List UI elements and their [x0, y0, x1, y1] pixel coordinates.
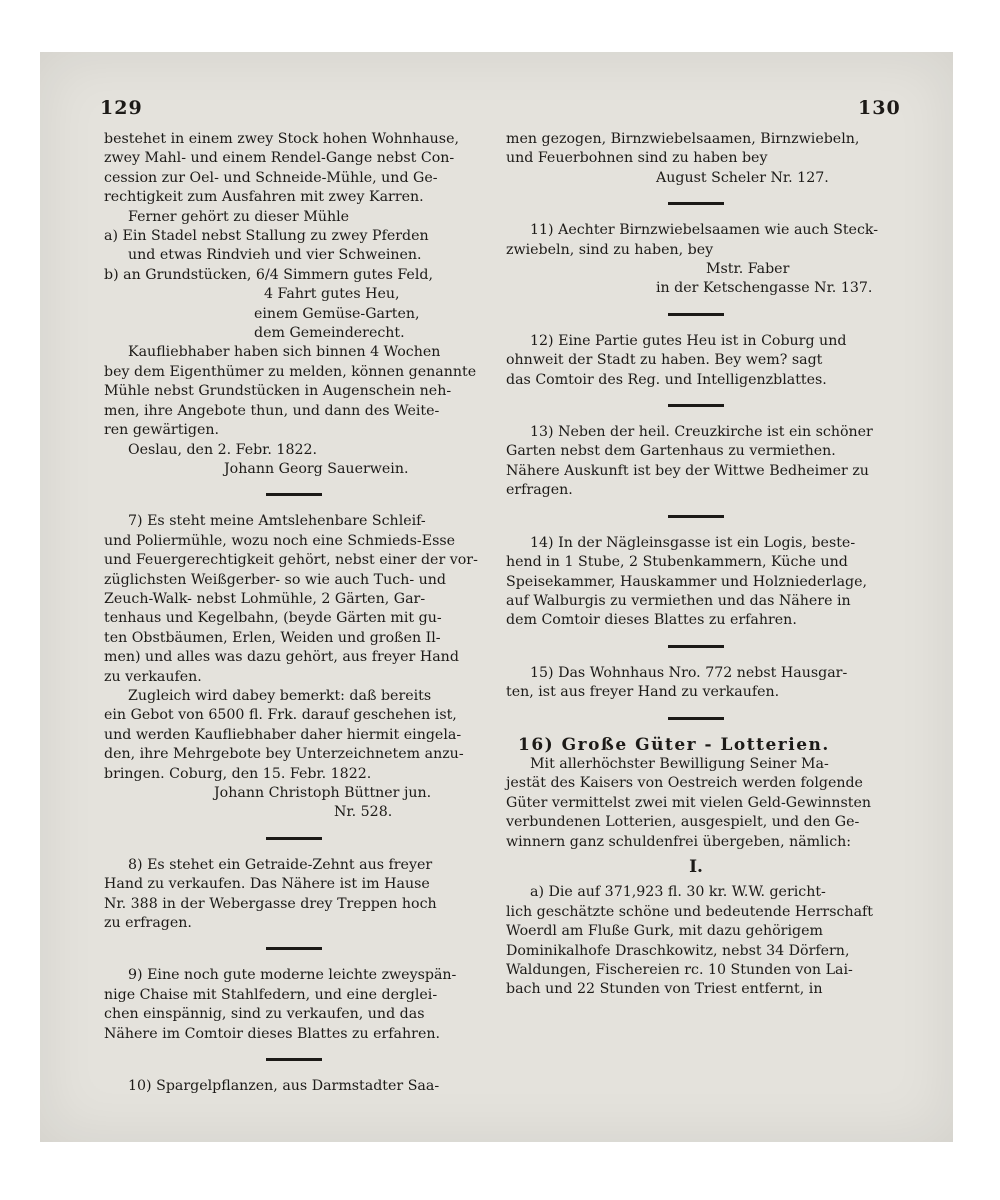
left-text-line: 7) Es steht meine Amtslehenbare Schleif-	[128, 513, 426, 530]
page-number-left: 129	[100, 97, 143, 119]
right-separator	[668, 717, 724, 720]
left-text-line: tenhaus und Kegelbahn, (beyde Gärten mit gu-	[104, 610, 442, 627]
right-text-line: Speisekammer, Hauskammer und Holzniederlage,	[506, 573, 868, 590]
left-text-line: den, ihre Mehrgebote bey Unterzeichnetem anzu-	[104, 746, 464, 763]
right-separator	[668, 515, 724, 518]
left-text-line: einem Gemüse-Garten,	[254, 305, 420, 322]
right-text-line: erfragen.	[506, 482, 573, 499]
left-separator	[266, 947, 322, 950]
left-column	[104, 130, 484, 1096]
right-text-line: Woerdl am Fluße Gurk, mit dazu gehörigem	[506, 923, 823, 940]
right-text-line: und Feuerbohnen sind zu haben bey	[506, 150, 768, 167]
right-text-line: in der Ketschengasse Nr. 137.	[656, 280, 873, 297]
left-text-line: men) und alles was dazu gehört, aus freyer Hand	[104, 649, 459, 666]
right-text-line: 14) In der Nägleinsgasse ist ein Logis, beste-	[530, 534, 856, 551]
left-text-line: züglichsten Weißgerber- so wie auch Tuch- und	[104, 571, 446, 588]
right-text-line: men gezogen, Birnzwiebelsaamen, Birnzwiebeln,	[506, 131, 860, 147]
left-text-line: chen einspännig, sind zu verkaufen, und das	[104, 1006, 425, 1023]
page-number-right: 130	[858, 97, 901, 119]
left-text-line: ren gewärtigen.	[104, 422, 220, 439]
left-text-line: a) Ein Stadel nebst Stallung zu zwey Pferden	[104, 228, 429, 245]
right-text-line: 13) Neben der heil. Creuzkirche ist ein schöner	[530, 424, 873, 441]
right-column	[506, 130, 886, 1000]
left-text-line: Kaufliebhaber haben sich binnen 4 Wochen	[128, 344, 441, 361]
left-text-line: Nr. 528.	[334, 804, 393, 821]
right-text-line: dem Comtoir dieses Blattes zu erfahren.	[506, 612, 797, 629]
right-text-line: jestät des Kaisers von Oestreich werden folgende	[506, 775, 863, 792]
left-text-line: zu verkaufen.	[104, 668, 202, 685]
right-text-line: bach und 22 Stunden von Triest entfernt, in	[506, 981, 823, 998]
left-text-line: dem Gemeinderecht.	[254, 325, 405, 342]
right-text-line: 15) Das Wohnhaus Nro. 772 nebst Hausgar-	[530, 664, 848, 681]
right-separator	[668, 202, 724, 205]
left-text-line: 8) Es stehet ein Getraide-Zehnt aus freyer	[128, 856, 433, 873]
right-text-line: Mstr. Faber	[706, 261, 790, 278]
right-text-line: hend in 1 Stube, 2 Stubenkammern, Küche und	[506, 554, 848, 571]
left-text-line: Nähere im Comtoir dieses Blattes zu erfahren.	[104, 1025, 440, 1042]
left-separator	[266, 493, 322, 496]
right-separator	[668, 645, 724, 648]
right-text-line: auf Walburgis zu vermiethen und das Nähere in	[506, 592, 851, 609]
left-text-line: Johann Christoph Büttner jun.	[214, 785, 432, 801]
right-text-line: zwiebeln, sind zu haben, bey	[506, 241, 714, 258]
left-text-line: rechtigkeit zum Ausfahren mit zwey Karren.	[104, 189, 424, 206]
left-text-line: nige Chaise mit Stahlfedern, und eine derglei-	[104, 986, 438, 1003]
left-text-line: Oeslau, den 2. Febr. 1822.	[128, 441, 318, 458]
left-text-line: und Feuergerechtigkeit gehört, nebst einer der vor-	[104, 552, 478, 569]
right-text-line: 12) Eine Partie gutes Heu ist in Coburg und	[530, 332, 847, 349]
right-separator	[668, 404, 724, 407]
left-text-line: cession zur Oel- und Schneide-Mühle, und Ge-	[104, 169, 438, 186]
left-text-line: zwey Mahl- und einem Rendel-Gange nebst Con-	[104, 150, 455, 167]
right-text-line: 11) Aechter Birnzwiebelsaamen wie auch Steck-	[530, 222, 879, 239]
left-separator	[266, 1058, 322, 1061]
right-text-line: August Scheler Nr. 127.	[656, 169, 829, 186]
right-text-line: ohnweit der Stadt zu haben. Bey wem? sagt	[506, 352, 823, 369]
left-text-line: 9) Eine noch gute moderne leichte zweyspän-	[128, 967, 457, 984]
left-text-line: Hand zu verkaufen. Das Nähere ist im Hause	[104, 876, 430, 893]
left-text-line: men, ihre Angebote thun, und dann des Weite-	[104, 402, 440, 419]
right-text-line: Waldungen, Fischereien rc. 10 Stunden von Lai-	[506, 962, 853, 978]
right-text-line: Dominikalhofe Draschkowitz, nebst 34 Dörfern,	[506, 942, 850, 959]
left-text-line: Mühle nebst Grundstücken in Augenschein neh-	[104, 383, 452, 400]
left-text-line: und Poliermühle, wozu noch eine Schmieds-Esse	[104, 532, 456, 549]
left-text-line: und werden Kaufliebhaber daher hiermit eingela-	[104, 726, 462, 743]
left-text-line: ten Obstbäumen, Erlen, Weiden und großen Il-	[104, 629, 441, 646]
right-roman-numeral: I.	[689, 856, 703, 877]
right-separator	[668, 313, 724, 316]
left-text-line: Johann Georg Sauerwein.	[224, 460, 409, 477]
right-text-line: a) Die auf 371,923 fl. 30 kr. W.W. gericht-	[530, 884, 826, 901]
left-text-line: 10) Spargelpflanzen, aus Darmstadter Saa-	[128, 1078, 440, 1095]
left-text-line: Zugleich wird dabey bemerkt: daß bereits	[128, 687, 432, 704]
right-text-line: Güter vermittelst zwei mit vielen Geld-Gewinnsten	[506, 794, 872, 811]
left-text-line: 4 Fahrt gutes Heu,	[264, 286, 400, 303]
left-text-line: b) an Grundstücken, 6/4 Simmern gutes Feld,	[104, 266, 433, 283]
right-text-line: Mit allerhöchster Bewilligung Seiner Ma-	[530, 755, 829, 772]
left-text-line: bestehet in einem zwey Stock hohen Wohnhause,	[104, 131, 459, 147]
right-text-line: das Comtoir des Reg. und Intelligenzblattes.	[506, 371, 827, 388]
left-text-line: ein Gebot von 6500 fl. Frk. darauf geschehen ist,	[104, 707, 457, 724]
left-text-line: Zeuch-Walk- nebst Lohmühle, 2 Gärten, Gar-	[104, 590, 426, 607]
right-text-line: Nähere Auskunft ist bey der Wittwe Bedheimer zu	[506, 462, 869, 479]
right-section-heading: 16) Große Güter - Lotterien.	[518, 734, 830, 755]
left-text-line: bey dem Eigenthümer zu melden, können genannte	[104, 363, 477, 380]
left-text-line: zu erfragen.	[104, 915, 192, 932]
right-text-line: winnern ganz schuldenfrei übergeben, nämlich:	[506, 833, 852, 850]
right-text-line: lich geschätzte schöne und bedeutende Herrschaft	[506, 903, 873, 920]
right-text-line: Garten nebst dem Gartenhaus zu vermiethen.	[506, 443, 836, 460]
left-separator	[266, 837, 322, 840]
left-text-line: und etwas Rindvieh und vier Schweinen.	[128, 247, 422, 264]
left-text-line: Nr. 388 in der Webergasse drey Treppen hoch	[104, 895, 437, 912]
right-text-line: ten, ist aus freyer Hand zu verkaufen.	[506, 684, 780, 701]
right-text-line: verbundenen Lotterien, ausgespielt, und den Ge-	[506, 814, 860, 831]
left-text-line: bringen. Coburg, den 15. Febr. 1822.	[104, 765, 372, 782]
left-text-line: Ferner gehört zu dieser Mühle	[128, 208, 350, 225]
